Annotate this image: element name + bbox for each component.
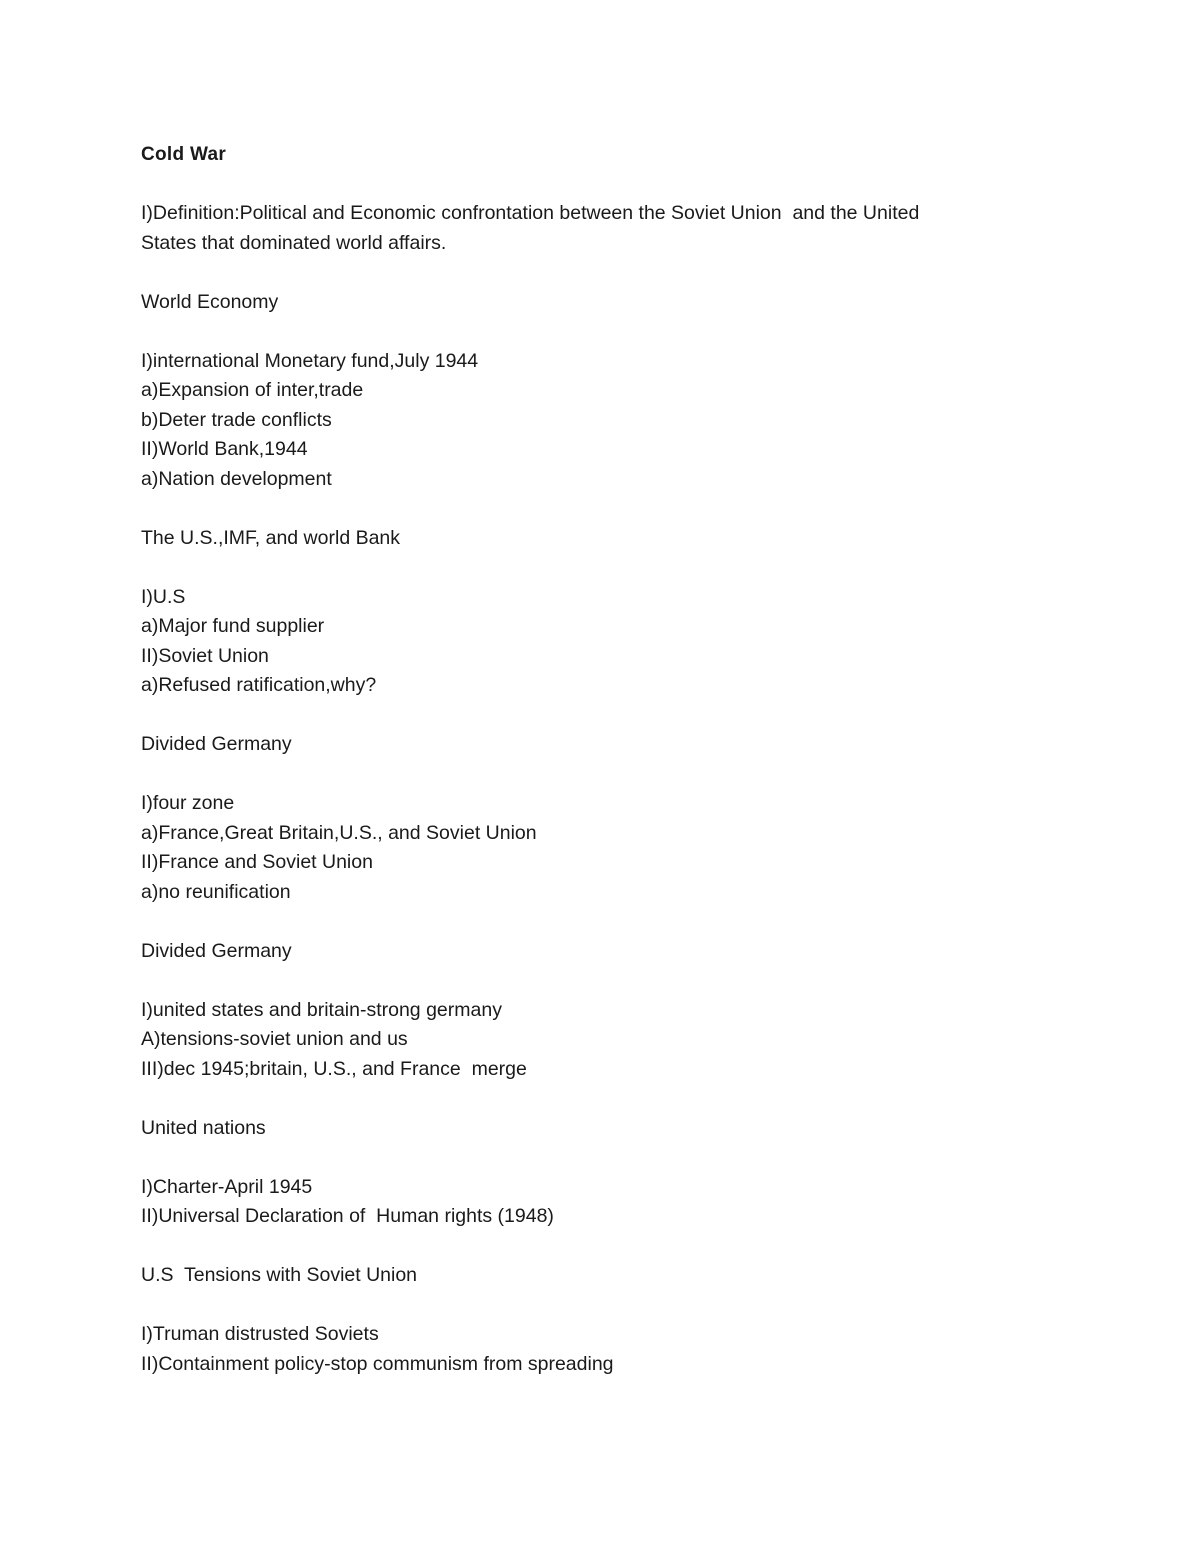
outline-item: I)international Monetary fund,July 1944 xyxy=(141,349,479,372)
outline-item: II)World Bank,1944 xyxy=(141,438,308,460)
outline-item: A)tensions-soviet union and us xyxy=(141,1028,408,1050)
spacer xyxy=(141,317,1041,347)
section-heading-us-imf-world-bank: The U.S.,IMF, and world Bank xyxy=(141,526,401,549)
outline-item: I)Truman distrusted Soviets xyxy=(141,1323,379,1345)
spacer xyxy=(141,966,1041,996)
spacer xyxy=(141,907,1041,937)
spacer xyxy=(141,1291,1041,1321)
outline-item: I)Charter-April 1945 xyxy=(141,1175,313,1198)
spacer xyxy=(141,1084,1041,1114)
outline-item: b)Deter trade conflicts xyxy=(141,408,332,431)
document-page xyxy=(141,140,1041,1379)
outline-item: a)Nation development xyxy=(141,467,332,490)
outline-item: II)France and Soviet Union xyxy=(141,851,373,873)
outline-item: I)united states and britain-strong germany xyxy=(141,998,502,1021)
spacer xyxy=(141,1143,1041,1173)
spacer xyxy=(141,170,1041,200)
section-heading-world-economy: World Economy xyxy=(141,290,279,313)
outline-item: a)Expansion of inter,trade xyxy=(141,379,364,401)
spacer xyxy=(141,701,1041,731)
outline-item: a)France,Great Britain,U.S., and Soviet Union xyxy=(141,821,537,844)
section-heading-united-nations: United nations xyxy=(141,1116,266,1139)
section-heading-divided-germany-2: Divided Germany xyxy=(141,939,292,962)
outline-item: a)Refused ratification,why? xyxy=(141,674,377,696)
spacer xyxy=(141,760,1041,790)
spacer xyxy=(141,494,1041,524)
outline-item: a)no reunification xyxy=(141,880,291,903)
spacer xyxy=(141,258,1041,288)
spacer xyxy=(141,553,1041,583)
outline-item: III)dec 1945;britain, U.S., and France merge xyxy=(141,1057,527,1080)
outline-item: I)U.S xyxy=(141,585,186,608)
outline-item: II)Containment policy-stop communism from spreading xyxy=(141,1352,614,1375)
definition-line: States that dominated world affairs. xyxy=(141,231,447,254)
outline-item: I)four zone xyxy=(141,792,235,814)
outline-item: a)Major fund supplier xyxy=(141,615,325,637)
section-heading-divided-germany: Divided Germany xyxy=(141,733,292,755)
definition-line: I)Definition:Political and Economic confrontation between the Soviet Union and the United xyxy=(141,202,920,224)
document-title: Cold War xyxy=(141,144,227,165)
section-heading-us-tensions: U.S Tensions with Soviet Union xyxy=(141,1264,418,1286)
spacer xyxy=(141,1232,1041,1262)
outline-item: II)Universal Declaration of Human rights (1948) xyxy=(141,1205,554,1227)
outline-item: II)Soviet Union xyxy=(141,644,269,667)
